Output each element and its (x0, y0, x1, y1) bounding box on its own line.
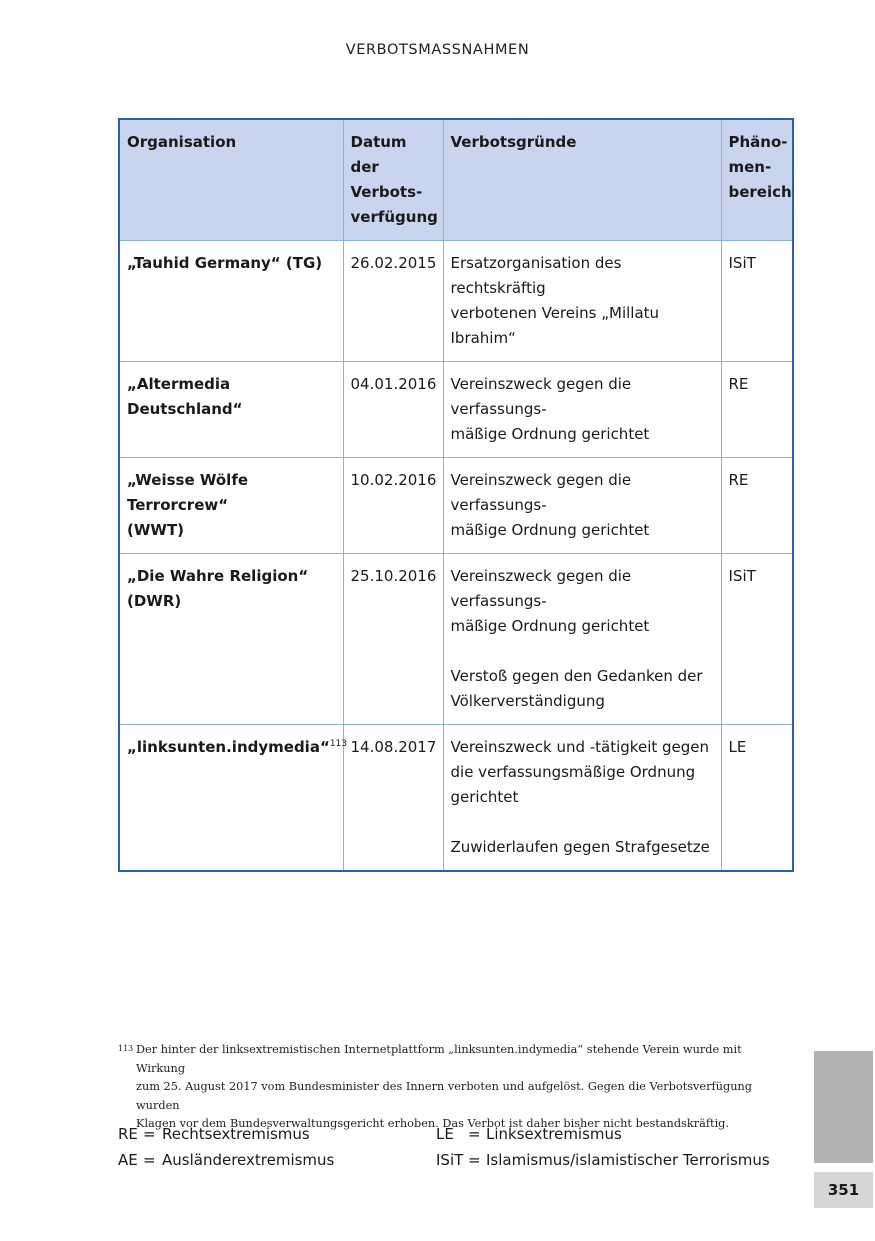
legend-abbr: RE (118, 1125, 138, 1143)
legend-row (118, 1147, 798, 1173)
legend-full: Ausländerextremismus (162, 1151, 335, 1169)
header-date-line: Datum der (350, 133, 407, 176)
table-row (119, 458, 793, 554)
footnote-line: Klagen vor dem Bundesverwaltungsgericht erhoben. Das Verbot ist daher bisher nicht bestandskräftig. (136, 1117, 729, 1130)
header-organisation: Organisation (119, 119, 343, 241)
organisation-line: „Altermedia Deutschland“ (127, 375, 243, 418)
footnote-number: 113 (118, 1044, 134, 1053)
area-cell: ISiT (721, 241, 793, 362)
header-area-line: Phäno- (728, 133, 788, 151)
running-head: VERBOTSMASSNAHMEN (345, 42, 530, 58)
legend-abbr: LE (436, 1125, 454, 1143)
reason-line: mäßige Ordnung gerichtet (450, 617, 650, 635)
footnote (118, 1041, 792, 1134)
organisation-line: „Weisse Wölfe Terrorcrew“ (127, 471, 249, 514)
legend-full: Linksextremismus (486, 1125, 622, 1143)
table-row (119, 554, 793, 725)
header-reasons: Verbotsgründe (443, 119, 721, 241)
organisation-line (127, 735, 347, 760)
footnote-line: Der hinter der linksextremistischen Internetplattform „linksunten.indymedia“ stehende Verein wurde mit Wirkung (136, 1043, 742, 1075)
header-date (343, 119, 443, 241)
reason-line: Vereinszweck und -tätigkeit gegen (450, 738, 710, 756)
date-cell: 14.08.2017 (343, 725, 443, 872)
date-cell: 04.01.2016 (343, 362, 443, 458)
organisation-cell (119, 554, 343, 725)
area-cell: RE (721, 458, 793, 554)
area-cell: LE (721, 725, 793, 872)
ban-measures-table (118, 118, 794, 872)
reasons-cell (443, 458, 721, 554)
legend-equals: = (468, 1125, 481, 1143)
table-row (119, 362, 793, 458)
chapter-tab (814, 1051, 873, 1163)
date-cell: 26.02.2015 (343, 241, 443, 362)
footnote-reference[interactable]: 113 (329, 739, 347, 749)
legend-full: Rechtsextremismus (162, 1125, 310, 1143)
reasons-cell (443, 725, 721, 872)
reason-line: verbotenen Vereins „Millatu Ibrahim“ (450, 304, 660, 347)
organisation-line: „Die Wahre Religion“ (DWR) (127, 567, 309, 610)
area-cell: ISiT (721, 554, 793, 725)
paragraph-gap (451, 639, 714, 664)
organisation-cell (119, 241, 343, 362)
page-number: 351 (814, 1172, 873, 1208)
header-date-line: verfügung (350, 208, 438, 226)
reason-line: Völkerverständigung (450, 692, 605, 710)
paragraph-gap (451, 810, 714, 835)
footnote-text (136, 1041, 792, 1134)
legend-full: Islamismus/islamistischer Terrorismus (486, 1151, 770, 1169)
reason-line: die verfassungsmäßige Ordnung (450, 763, 696, 781)
reasons-cell (443, 554, 721, 725)
organisation-name: „linksunten.indymedia“ (127, 738, 330, 756)
reasons-cell (443, 241, 721, 362)
table-row (119, 725, 793, 872)
table-row (119, 241, 793, 362)
header-area-line: bereich (728, 183, 792, 201)
abbreviation-legend (118, 1121, 798, 1173)
reason-line: Ersatzorganisation des rechtskräftig (450, 254, 622, 297)
table-header-row (119, 119, 793, 241)
legend-row (118, 1121, 798, 1147)
reason-line: Vereinszweck gegen die verfassungs- (450, 567, 632, 610)
header-date-line: Verbots- (350, 183, 423, 201)
legend-abbr: AE (118, 1151, 138, 1169)
reason-line: Zuwiderlaufen gegen Strafgesetze (450, 838, 710, 856)
organisation-cell (119, 725, 347, 872)
reason-line: Verstoß gegen den Gedanken der (450, 667, 703, 685)
header-area-line: men- (728, 158, 772, 176)
date-cell: 25.10.2016 (343, 554, 443, 725)
organisation-line: „Tauhid Germany“ (TG) (127, 254, 323, 272)
legend-equals: = (143, 1151, 156, 1169)
organisation-line: (WWT) (127, 521, 185, 539)
organisation-cell (119, 458, 343, 554)
legend-abbr: ISiT (436, 1151, 464, 1169)
footnote-line: zum 25. August 2017 vom Bundesminister des Innern verboten und aufgelöst. Gegen die Verbotsverfügung wurden (136, 1080, 752, 1112)
date-cell: 10.02.2016 (343, 458, 443, 554)
legend-equals: = (468, 1151, 481, 1169)
reason-line: Vereinszweck gegen die verfassungs- (450, 471, 632, 514)
header-area (721, 119, 793, 241)
legend-equals: = (143, 1125, 156, 1143)
reason-line: mäßige Ordnung gerichtet (450, 521, 650, 539)
reason-line: gerichtet (450, 788, 519, 806)
reasons-cell (443, 362, 721, 458)
reason-line: mäßige Ordnung gerichtet (450, 425, 650, 443)
area-cell: RE (721, 362, 793, 458)
organisation-cell (119, 362, 343, 458)
reason-line: Vereinszweck gegen die verfassungs- (450, 375, 632, 418)
